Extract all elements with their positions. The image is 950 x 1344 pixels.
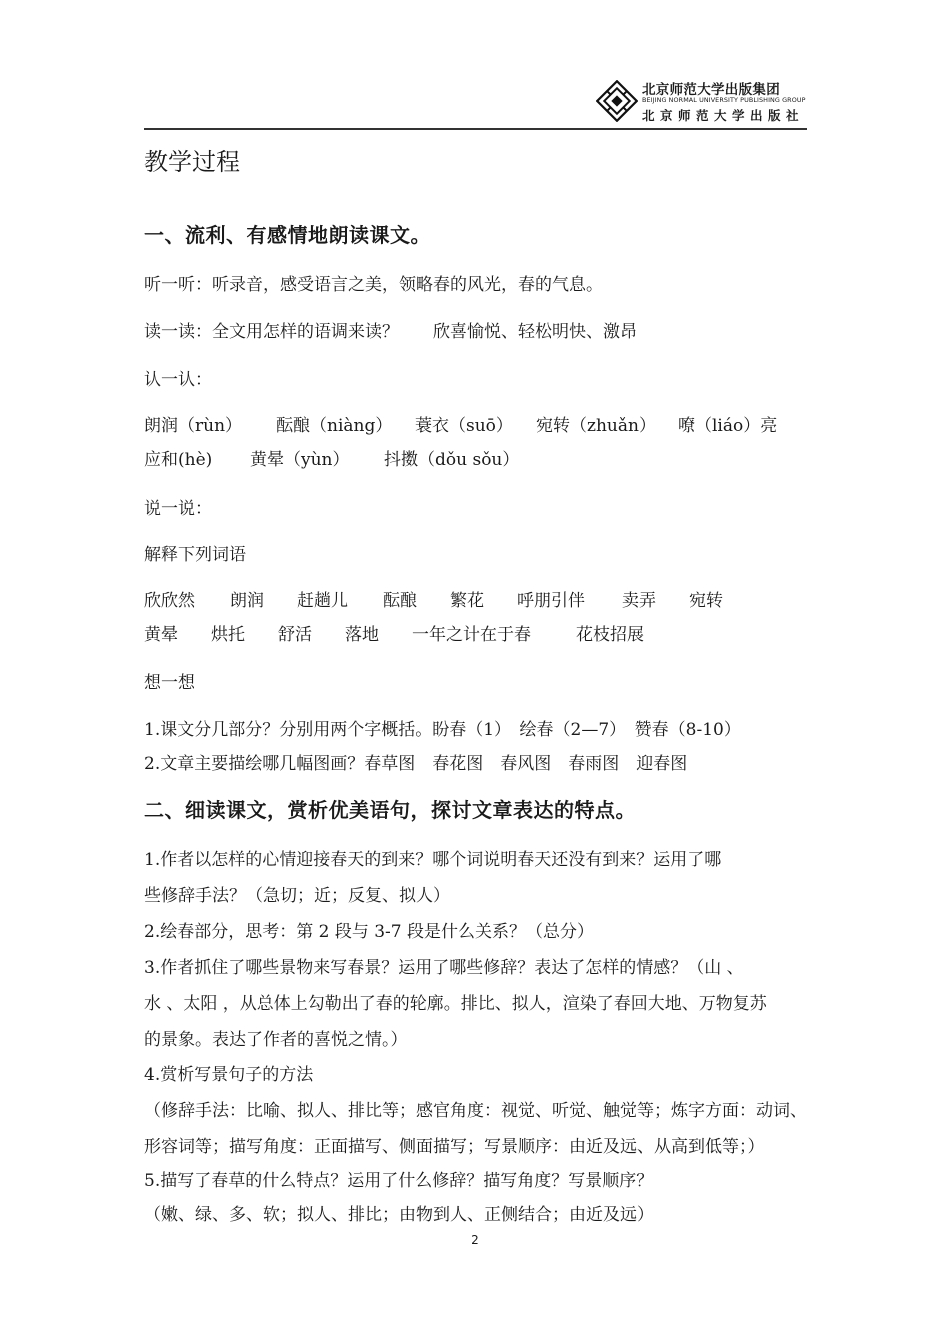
- pinyin-word: 嘹（liáo）亮: [678, 416, 778, 436]
- vocab-word: 酝酿: [383, 591, 417, 611]
- publisher-logo: [596, 70, 811, 126]
- vocab-word: 呼朋引伴: [517, 591, 585, 611]
- think-label: 想一想: [144, 673, 195, 693]
- vocab-word: 朗润: [230, 591, 264, 611]
- vocab-word: 繁花: [450, 591, 484, 611]
- pinyin-word: 宛转（zhuǎn）: [536, 416, 656, 436]
- section2-line: 2.绘春部分，思考：第 2 段与 3-7 段是什么关系？（总分）: [144, 922, 595, 942]
- vocab-word: 落地: [345, 625, 379, 645]
- vocab-row-1: [144, 586, 723, 611]
- vocab-word: 欣欣然: [144, 591, 195, 611]
- section2-heading: 二、细读课文，赏析优美语句，探讨文章表达的特点。: [144, 798, 636, 822]
- explain-label: 解释下列词语: [144, 545, 246, 565]
- read-question: 读一读：全文用怎样的语调来读？: [144, 322, 399, 342]
- pinyin-word: 黄晕（yùn）: [250, 450, 350, 470]
- vocab-word: 卖弄: [622, 591, 656, 611]
- section2-line: （修辞手法：比喻、拟人、排比等；感官角度：视觉、听觉、触觉等；炼字方面：动词、: [144, 1101, 807, 1121]
- header-divider: [144, 128, 807, 130]
- vocab-word: 黄晕: [144, 625, 178, 645]
- vocab-word: 赶趟儿: [297, 591, 348, 611]
- listen-line: 听一听：听录音，感受语言之美，领略春的风光，春的气息。: [144, 275, 603, 295]
- vocab-word: 一年之计在于春: [412, 625, 531, 645]
- section2-line: 3.作者抓住了哪些景物来写春景？运用了哪些修辞？表达了怎样的情感？（山 、: [144, 958, 744, 978]
- page-title: 教学过程: [144, 148, 240, 176]
- pinyin-word: 抖擞（dǒu sǒu）: [384, 450, 520, 470]
- think-question-1: 1.课文分几部分？分别用两个字概括。盼春（1） 绘春（2—7） 赞春（8-10）: [144, 720, 741, 740]
- vocab-word: 烘托: [211, 625, 245, 645]
- section2-line: 形容词等；描写角度：正面描写、侧面描写；写景顺序：由近及远、从高到低等；）: [144, 1137, 765, 1157]
- pinyin-word: 应和(hè): [144, 450, 213, 470]
- logo-english-name: BEIJING NORMAL UNIVERSITY PUBLISHING GROUP: [642, 96, 806, 104]
- pinyin-word: 酝酿（niàng）: [276, 416, 393, 436]
- section1-heading: 一、流利、有感情地朗读课文。: [144, 223, 431, 247]
- section2-line: 水 、太阳 ，从总体上勾勒出了春的轮廓。排比、拟人，渲染了春回大地、万物复苏: [144, 994, 767, 1014]
- page-number: 2: [471, 1233, 479, 1247]
- vocab-word: 舒活: [278, 625, 312, 645]
- pinyin-word: 蓑衣（suō）: [415, 416, 513, 436]
- vocab-word: 花枝招展: [576, 625, 644, 645]
- section2-line: （嫩、绿、多、软；拟人、排比；由物到人、正侧结合；由近及远）: [144, 1205, 654, 1225]
- section2-line: 4.赏析写景句子的方法: [144, 1065, 314, 1085]
- section2-line: 些修辞手法？（急切；近；反复、拟人）: [144, 886, 450, 906]
- section2-line: 1.作者以怎样的心情迎接春天的到来？哪个词说明春天还没有到来？运用了哪: [144, 850, 722, 870]
- think-question-2: 2.文章主要描绘哪几幅图画？春草图 春花图 春风图 春雨图 迎春图: [144, 754, 688, 774]
- logo-chinese-name: 北京师范大学出版集团: [642, 82, 780, 98]
- pinyin-words-row-2: [144, 445, 519, 470]
- vocab-word: 宛转: [689, 591, 723, 611]
- read-line: [144, 317, 637, 342]
- pinyin-words-row-1: [144, 411, 777, 436]
- section2-line: 的景象。表达了作者的喜悦之情。）: [144, 1030, 408, 1050]
- logo-press-name: 北京师范大学出版社: [642, 108, 805, 123]
- pinyin-word: 朗润（rùn）: [144, 416, 243, 436]
- vocab-row-2: [144, 620, 644, 645]
- read-answer: 欣喜愉悦、轻松明快、激昂: [433, 322, 637, 342]
- say-label: 说一说：: [144, 499, 212, 519]
- recognize-label: 认一认：: [144, 370, 212, 390]
- publisher-emblem-icon: [596, 80, 638, 122]
- section2-line: 5.描写了春草的什么特点？运用了什么修辞？描写角度？写景顺序？: [144, 1171, 654, 1191]
